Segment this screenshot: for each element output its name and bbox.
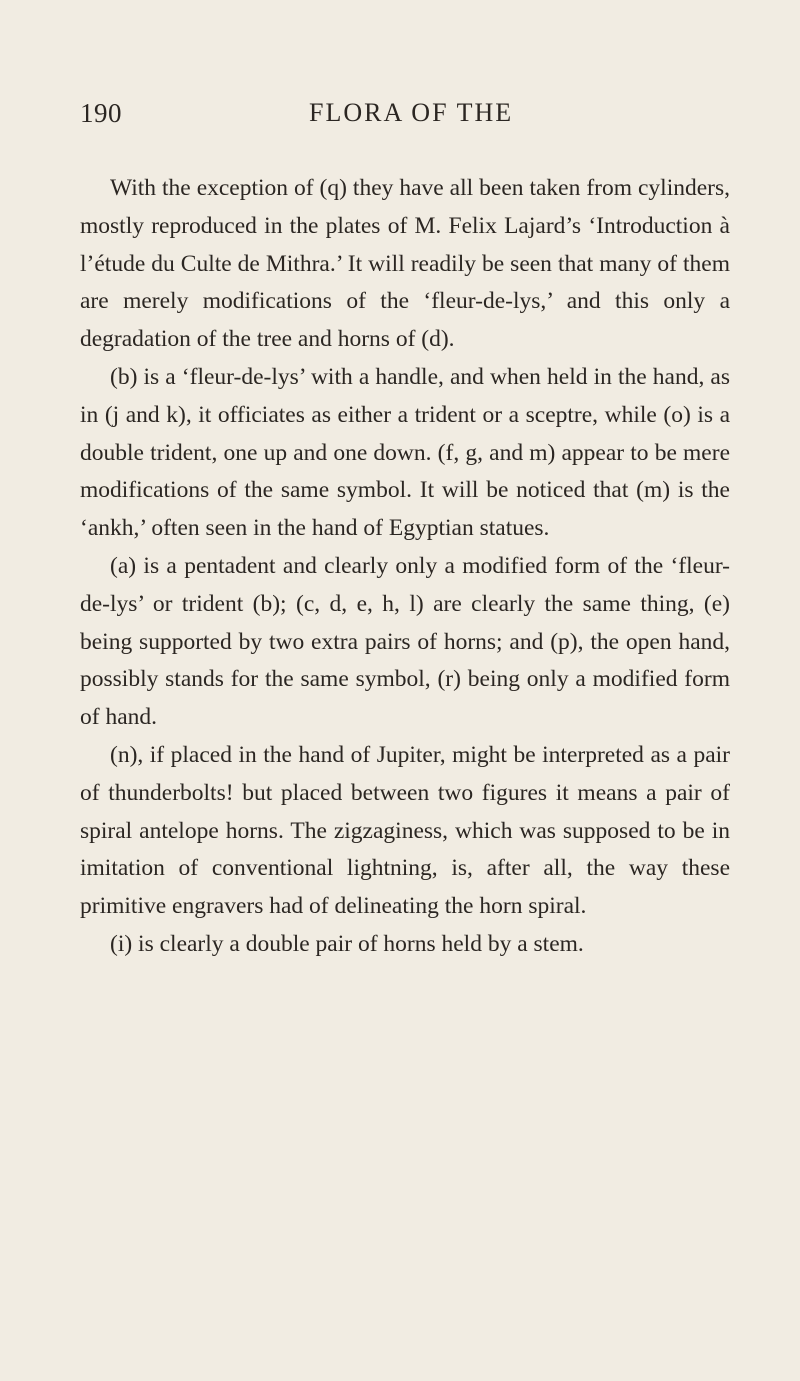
paragraph-2: (b) is a ‘fleur-de-lys’ with a handle, and when held in the hand, as in (j and k), it officiates as either a trident or a sceptre, while (o) is a double trident, one up and one down. (f, g, and m) appear to be mere modifications of the same symbol. It will be noticed that (m) is the ‘ankh,’ often seen in the hand of Egyptian statues. bbox=[80, 363, 730, 542]
page-number: 190 bbox=[80, 98, 122, 128]
paragraph-4: (n), if placed in the hand of Jupiter, might be interpreted as a pair of thunderbolts! but placed between two figures it means a pair of spiral antelope horns. The zigzaginess, which was supposed to be in imitation of conventional lightning, is, after all, the way these primitive engravers had of delineating the horn spiral. bbox=[80, 741, 730, 920]
running-head: FLORA OF THE bbox=[309, 98, 514, 127]
body-text bbox=[80, 170, 730, 964]
page-header bbox=[80, 98, 730, 138]
paragraph-5: (i) is clearly a double pair of horns held by a stem. bbox=[110, 930, 584, 957]
paragraph-1: With the exception of (q) they have all been taken from cylinders, mostly reproduced in the plates of M. Felix Lajard’s ‘Introduction à l’étude du Culte de Mithra.’ It will readily be seen that many of them are merely modifications of the ‘fleur-de-lys,’ and this only a degradation of the tree and horns of (d). bbox=[80, 175, 730, 353]
paragraph-3: (a) is a pentadent and clearly only a modified form of the ‘fleur-de-lys’ or trident (b); (c, d, e, h, l) are clearly the same thing, (e) being supported by two extra pairs of horns; and (p), the open hand, possibly stands for the same symbol, (r) being only a modified form of hand. bbox=[80, 552, 730, 731]
